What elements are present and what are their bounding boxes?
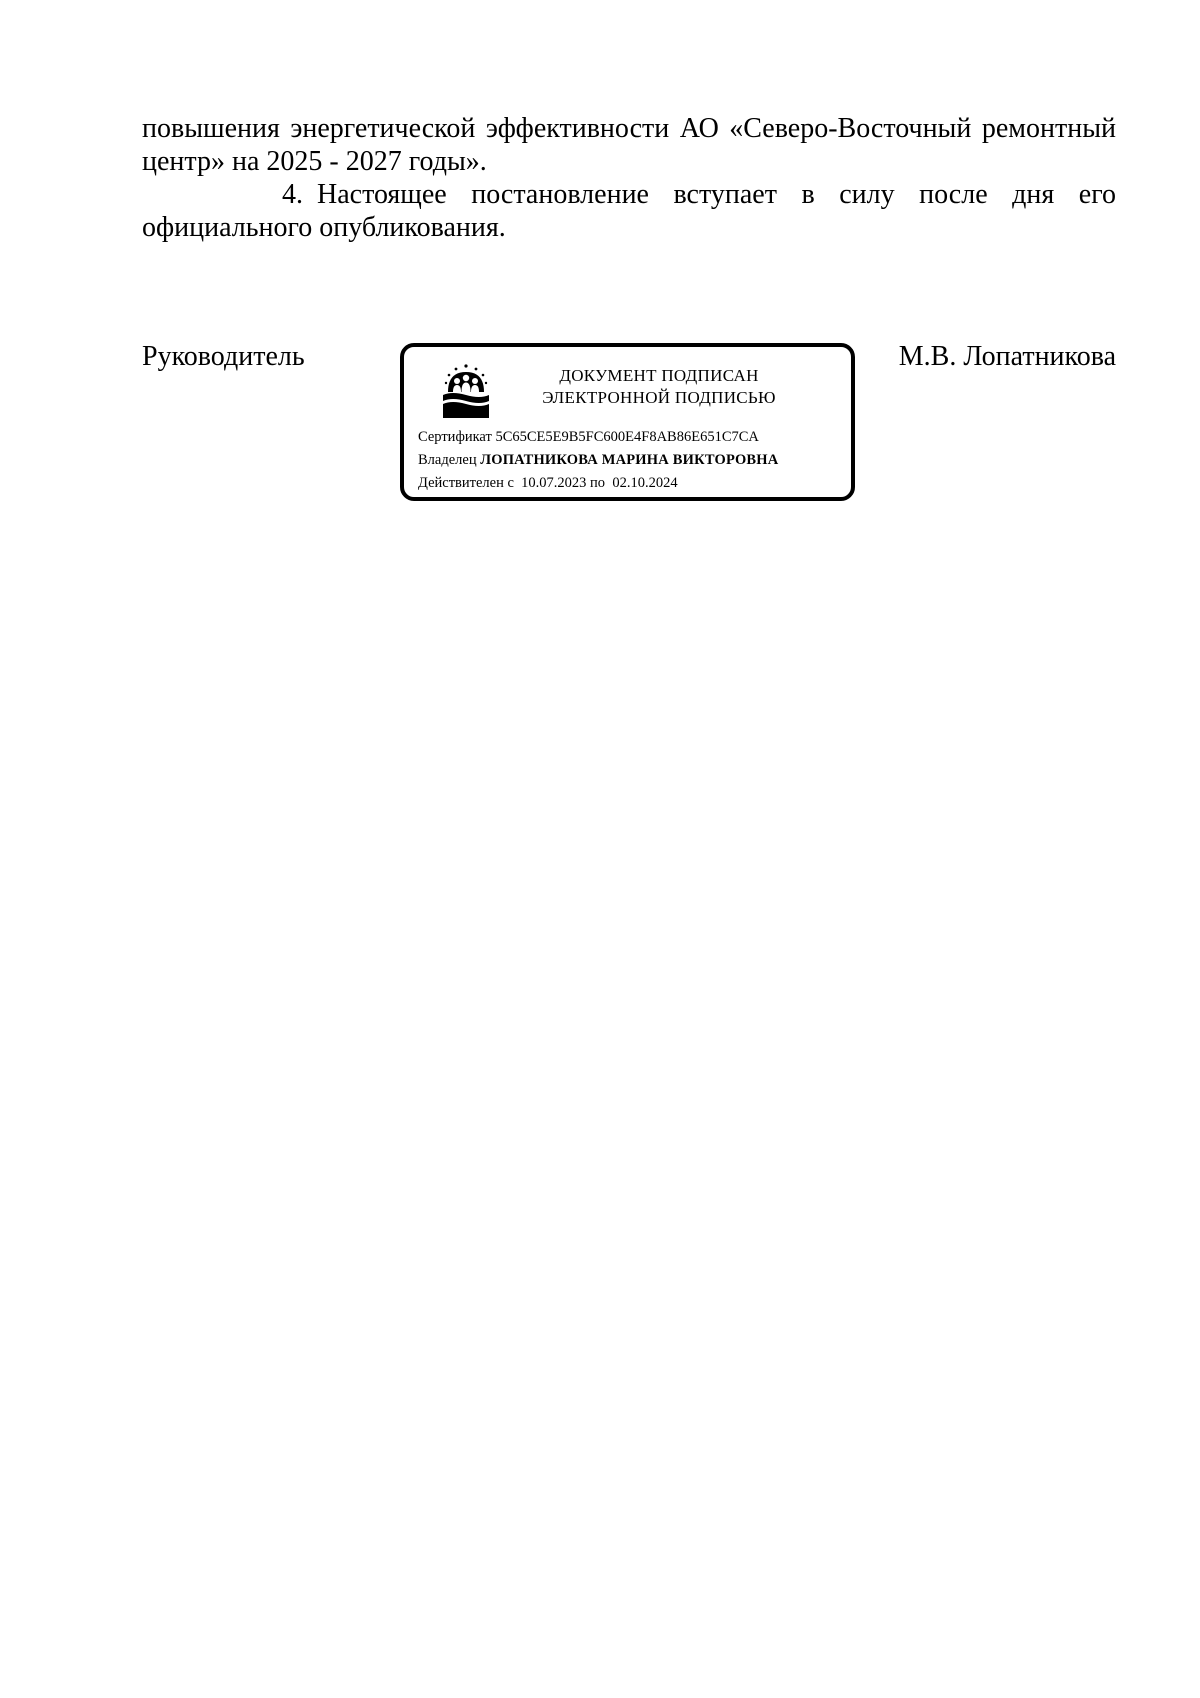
item-number: 4. — [282, 179, 303, 210]
owner-line — [418, 449, 848, 472]
valid-from-label: с — [507, 475, 514, 491]
signatory-title: Руководитель — [142, 341, 305, 372]
electronic-signature-stamp — [400, 343, 855, 501]
owner-value: ЛОПАТНИКОВА МАРИНА ВИКТОРОВНА — [480, 452, 779, 468]
valid-to: 02.10.2024 — [612, 475, 678, 491]
stamp-header — [504, 365, 814, 409]
owner-label: Владелец — [418, 452, 477, 468]
certificate-label: Сертификат — [418, 429, 492, 445]
valid-from: 10.07.2023 — [521, 475, 587, 491]
validity-line — [418, 472, 848, 495]
stamp-header-line-2: ЭЛЕКТРОННОЙ ПОДПИСЬЮ — [542, 388, 776, 407]
stamp-header-line-1: ДОКУМЕНТ ПОДПИСАН — [559, 366, 759, 385]
certificate-value: 5C65CE5E9B5FC600E4F8AB86E651C7CA — [495, 429, 759, 445]
signatory-name: М.В. Лопатникова — [898, 341, 1116, 372]
item-text: Настоящее постановление вступает в силу после дня его официального опубликования. — [142, 179, 1116, 243]
certificate-line — [418, 426, 848, 449]
regional-emblem-icon — [440, 362, 492, 420]
stamp-details — [418, 426, 848, 495]
paragraph-continuation: повышения энергетической эффективности АО «Северо-Восточный ремонтный центр» на 2025 - 2027 годы». — [142, 113, 1116, 177]
document-body — [142, 112, 1116, 244]
paragraph-item-4 — [142, 178, 1116, 244]
valid-label: Действителен — [418, 475, 504, 491]
valid-to-label: по — [590, 475, 606, 491]
